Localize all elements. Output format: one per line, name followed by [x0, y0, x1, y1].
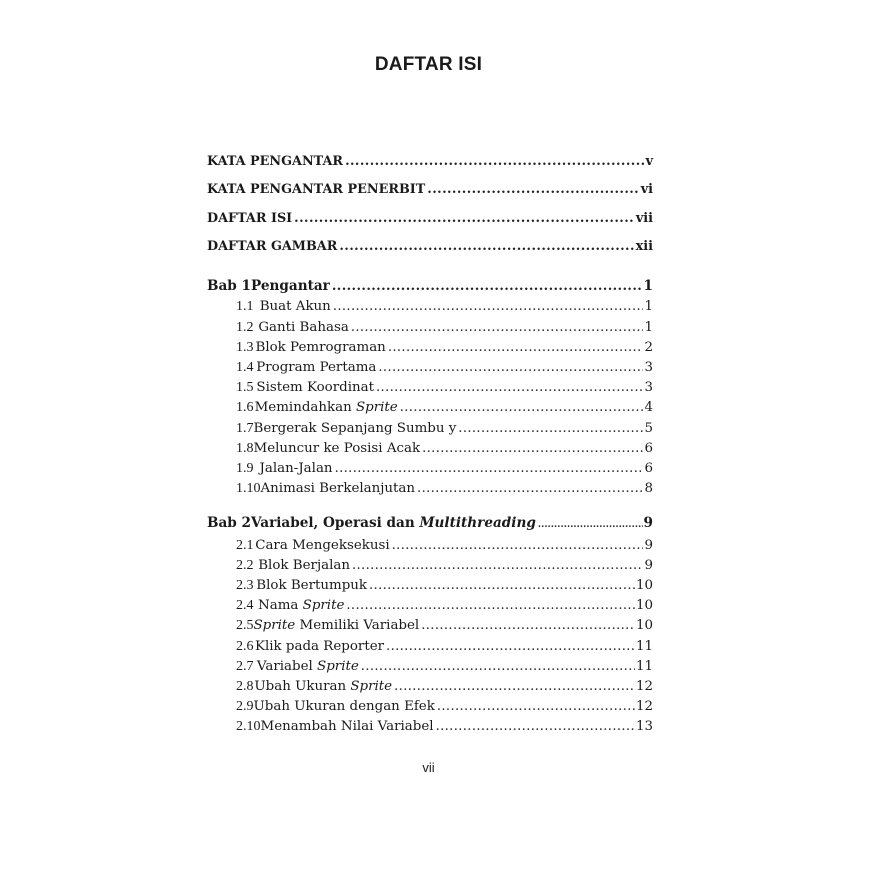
section-number: 1.8 [236, 440, 254, 456]
section-number: 2.9 [236, 699, 254, 715]
section-number: 2.6 [236, 638, 254, 654]
chapter-title: Pengantar [251, 278, 330, 295]
section-number: 2.5 [236, 618, 254, 634]
section-title: Ganti Bahasa [258, 319, 349, 335]
toc-page-number: 11 [635, 638, 653, 654]
toc-page-number: 1 [644, 299, 653, 315]
section-title: Blok Berjalan [258, 557, 350, 573]
dot-leader [339, 233, 634, 261]
section-number: 2.3 [236, 578, 254, 594]
section-title: Sistem Koordinat [256, 380, 374, 396]
page-title: DAFTAR ISI [374, 54, 483, 75]
toc-entry-kata-pengantar-penerbit[interactable] [207, 176, 653, 204]
toc-section-entry[interactable] [207, 637, 653, 657]
toc-page-number: 8 [644, 481, 653, 497]
section-number: 1.5 [236, 380, 254, 396]
toc-page-number: 13 [635, 719, 653, 735]
dot-leader [436, 717, 635, 737]
toc-section-entry[interactable] [207, 556, 653, 576]
section-number: 2.2 [236, 557, 254, 573]
section-title: Program Pertama [256, 360, 377, 375]
dot-leader [437, 697, 635, 717]
toc-section-entry[interactable] [207, 657, 653, 677]
section-number: 1.4 [236, 360, 254, 375]
toc-page-number: xii [635, 238, 653, 254]
dot-leader [369, 576, 635, 596]
toc-entry-label: KATA PENGANTAR [207, 154, 344, 169]
toc-page-number: 9 [644, 537, 653, 553]
dot-leader [378, 358, 643, 378]
section-number: 1.2 [236, 319, 254, 335]
section-title: Bergerak Sepanjang Sumbu y [253, 420, 457, 436]
dot-leader [392, 536, 644, 556]
dot-leader [417, 479, 643, 499]
section-title: Cara Mengeksekusi [255, 537, 390, 553]
toc-page-number: 1 [643, 278, 653, 295]
toc-section-entry[interactable] [207, 398, 653, 418]
table-of-contents [207, 148, 653, 738]
toc-section-entry[interactable] [207, 717, 653, 737]
dot-leader [346, 596, 635, 616]
section-title: Blok Pemrograman [255, 339, 386, 355]
toc-page-number: 11 [635, 658, 653, 674]
toc-page-number: 2 [644, 339, 653, 355]
section-number: 1.6 [236, 400, 254, 416]
section-number: 1.7 [236, 420, 254, 436]
toc-page-number: 10 [635, 618, 653, 634]
toc-page-number: 9 [644, 557, 653, 573]
dot-leader [332, 277, 643, 297]
dot-leader [345, 148, 645, 176]
section-title: Klik pada Reporter [254, 638, 385, 654]
toc-section-entry[interactable] [207, 419, 653, 439]
dot-leader [386, 637, 635, 657]
section-number: 2.8 [236, 679, 254, 695]
toc-page-number: 3 [644, 380, 653, 396]
chapter-number: Bab 1 [207, 278, 251, 295]
toc-entry-daftar-isi[interactable] [207, 205, 653, 233]
toc-section-entry[interactable] [207, 459, 653, 479]
toc-entry-label: DAFTAR ISI [207, 210, 293, 226]
toc-chapter-1[interactable] [207, 276, 653, 297]
dot-leader [458, 419, 643, 439]
toc-page-number: 10 [635, 598, 653, 614]
toc-section-entry[interactable] [207, 697, 653, 717]
dot-leader [376, 378, 643, 398]
toc-section-entry[interactable] [207, 358, 653, 378]
section-title: Variabel Sprite [256, 658, 359, 674]
toc-section-entry[interactable] [207, 616, 653, 636]
section-number: 2.10 [236, 719, 261, 735]
toc-page-number: v [645, 154, 653, 169]
toc-section-entry[interactable] [207, 576, 653, 596]
toc-entry-label: DAFTAR GAMBAR [207, 238, 338, 254]
dot-leader [351, 318, 644, 338]
toc-page-number: vi [640, 182, 653, 198]
toc-page-number: vii [635, 210, 653, 226]
toc-section-entry[interactable] [207, 677, 653, 697]
dot-leader [427, 176, 639, 204]
dot-leader [352, 556, 644, 576]
toc-section-entry[interactable] [207, 596, 653, 616]
section-title: Menambah Nilai Variabel [260, 719, 434, 735]
section-number: 2.7 [236, 658, 254, 674]
section-title: Memindahkan Sprite [254, 400, 398, 416]
dot-leader [421, 616, 635, 636]
dot-leader [294, 205, 635, 233]
section-number: 1.3 [236, 339, 254, 355]
section-title: Buat Akun [259, 299, 331, 315]
toc-page-number: 1 [644, 319, 653, 335]
toc-section-entry[interactable] [207, 297, 653, 317]
section-title: Blok Bertumpuk [256, 578, 368, 594]
toc-entry-daftar-gambar[interactable] [207, 233, 653, 261]
toc-chapter-2[interactable] [207, 513, 653, 535]
section-title: Ubah Ukuran Sprite [254, 679, 393, 695]
toc-page-number: 3 [644, 360, 653, 375]
dot-leader [422, 439, 643, 459]
toc-page-number: 6 [644, 440, 653, 456]
toc-entry-kata-pengantar[interactable] [207, 148, 653, 176]
section-title: Jalan-Jalan [259, 461, 333, 477]
dot-leader [400, 398, 644, 418]
toc-section-entry[interactable] [207, 536, 653, 556]
toc-section-entry[interactable] [207, 439, 653, 459]
toc-page-number: 5 [644, 420, 653, 436]
toc-page-number: 9 [643, 515, 653, 532]
dot-leader [335, 459, 644, 479]
chapter-title: Variabel, Operasi dan Multithreading [251, 515, 536, 532]
section-title: Sprite Memiliki Variabel [253, 618, 420, 634]
toc-page-number: 4 [644, 400, 653, 416]
chapter-number: Bab 2 [207, 515, 251, 532]
toc-section-entry[interactable] [207, 318, 653, 338]
toc-section-entry[interactable] [207, 378, 653, 398]
section-number: 2.4 [236, 598, 254, 614]
section-title: Meluncur ke Posisi Acak [253, 440, 421, 456]
toc-page-number: 6 [644, 461, 653, 477]
toc-page-number: 12 [635, 679, 653, 695]
section-number: 1.9 [236, 461, 254, 477]
toc-page-number: 10 [635, 578, 653, 594]
toc-section-entry[interactable] [207, 338, 653, 358]
section-number: 1.10 [236, 481, 261, 497]
section-number: 1.1 [236, 299, 254, 315]
dot-leader [394, 677, 635, 697]
section-title: Animasi Berkelanjutan [260, 481, 416, 497]
section-title: Ubah Ukuran dengan Efek [253, 699, 435, 715]
page-number-footer: vii [422, 760, 435, 775]
dot-leader [361, 657, 635, 677]
toc-page-number: 12 [635, 699, 653, 715]
toc-section-entry[interactable] [207, 479, 653, 499]
dot-leader [388, 338, 644, 358]
dot-leader [333, 297, 644, 317]
section-title: Nama Sprite [258, 598, 345, 614]
dot-leader [538, 515, 643, 535]
section-number: 2.1 [236, 537, 254, 553]
toc-entry-label: KATA PENGANTAR PENERBIT [207, 182, 426, 198]
